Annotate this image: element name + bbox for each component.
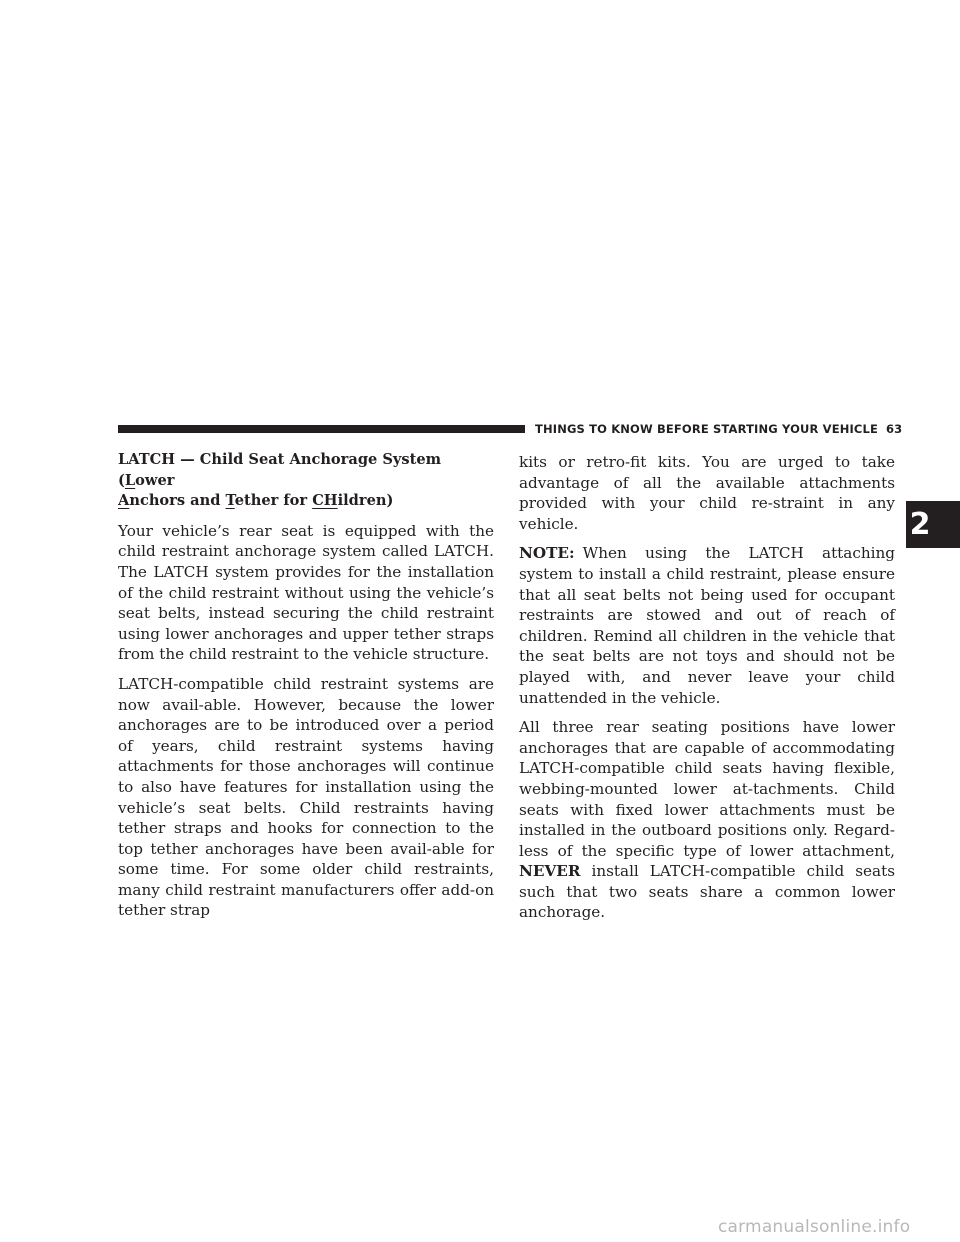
note-text: When using the LATCH attaching system to install a child restraint, please ensure that all seat belts not being used for occupant restraints are stowed and out of reach of children. Remind all children in the vehicle that the seat belts are not toys and should not be played with, and never leave your child unattended in the vehicle.: [519, 544, 895, 707]
heading-underlined-letter: CH: [312, 492, 338, 510]
chapter-tab: 2: [906, 501, 960, 548]
watermark: carmanualsonline.info: [718, 1217, 911, 1237]
page-number: 63: [885, 422, 903, 436]
body-text: install LATCH-compatible child seats such that two seats share a common lower anchorage.: [519, 862, 895, 922]
body-paragraph: kits or retro-fit kits. You are urged to take advantage of all the available attachments provided with your child re-straint in any vehicle.: [519, 453, 895, 533]
header-rule: [118, 425, 525, 433]
left-column: [118, 450, 494, 930]
body-paragraph: [519, 717, 895, 923]
heading-text: ether for: [234, 492, 313, 510]
section-heading: [118, 450, 494, 512]
heading-underlined-letter: T: [225, 492, 235, 510]
heading-text: ower: [135, 471, 175, 489]
note-label: NOTE:: [519, 544, 575, 563]
heading-underlined-letter: L: [124, 471, 136, 489]
note-paragraph: [519, 543, 895, 708]
heading-underlined-letter: A: [118, 492, 130, 510]
running-header-title: THINGS TO KNOW BEFORE STARTING YOUR VEHICLE: [535, 422, 878, 436]
body-paragraph: LATCH-compatible child restraint systems are now avail-able. However, because the lower anchorages are to be introduced over a period of years, child restraint systems having attachments for those anchorages will continue to also have features for installation using the vehicle’s seat belts. Child restraints having tether straps and hooks for connection to the top tether anchorages have been avail-able for some time. For some older child restraints, many child restraint manufacturers offer add-on tether strap: [118, 674, 494, 920]
heading-text: ildren): [337, 492, 394, 510]
body-paragraph: Your vehicle’s rear seat is equipped with the child restraint anchorage system called LATCH. The LATCH system provides for the installation of the child restraint without using the vehicle’s seat belts, instead securing the child restraint using lower anchorages and upper tether straps from the child restraint to the vehicle structure.: [118, 521, 494, 664]
body-text: All three rear seating positions have lower anchorages that are capable of accommodating LATCH-compatible child seats having flexible, webbing-mounted lower at-tachments. Child seats with fixed lower attachments must be installed in the outboard positions only. Regard-less of the specific type of lower attachment,: [519, 718, 895, 860]
emphasis-never: NEVER: [519, 862, 581, 881]
running-header: [535, 422, 905, 436]
heading-text: nchors and: [129, 492, 226, 510]
heading-text: LATCH — Child Seat Anchorage System (: [118, 451, 442, 489]
right-column: [519, 452, 895, 932]
